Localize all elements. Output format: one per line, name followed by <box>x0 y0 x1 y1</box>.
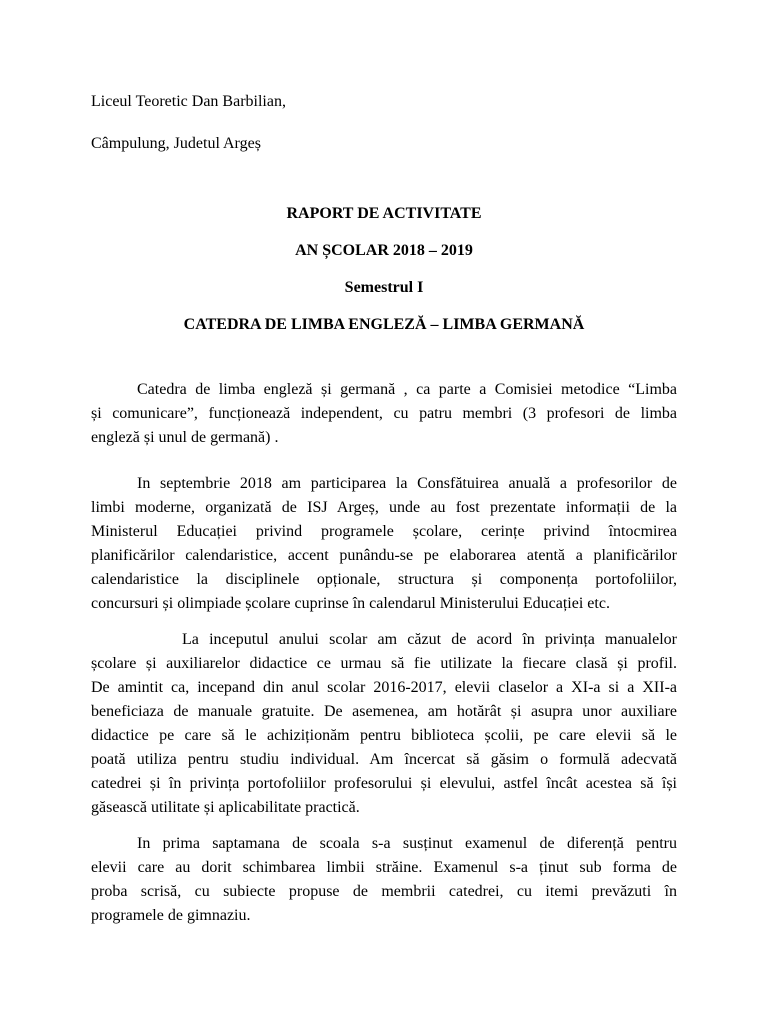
paragraph-line: La inceputul anului scolar am căzut de acord în privința manualelor <box>182 631 677 648</box>
paragraph-line: engleză și unul de germană) . <box>91 429 279 446</box>
paragraph-line: In septembrie 2018 am participarea la Consfătuirea anuală a profesorilor de <box>137 475 677 492</box>
paragraph-line: concursuri și olimpiade școlare cuprinse în calendarul Ministerului Educației etc. <box>91 595 610 612</box>
paragraph-line: limbi moderne, organizată de ISJ Argeș, unde au fost prezentate informații de la <box>91 499 677 516</box>
paragraph-line: găsească utilitate și aplicabilitate practică. <box>91 799 360 816</box>
semester-title: Semestrul I <box>344 279 424 296</box>
paragraph-line: planificărilor calendaristice, accent punându-se pe elaborarea atentă a planificărilor <box>91 547 677 564</box>
paragraph-line: programele de gimnaziu. <box>91 907 251 924</box>
paragraph-line: didactice pe care să le achiziționăm pentru biblioteca școlii, pe care elevii să le <box>91 727 677 744</box>
paragraph-1 <box>91 378 677 450</box>
paragraph-line: catedrei și în privința portofoliilor profesorului și elevului, astfel încât acestea să își <box>91 775 677 792</box>
paragraph-line: In prima saptamana de scoala s-a susținut examenul de diferență pentru <box>137 835 677 852</box>
school-location: Câmpulung, Judetul Argeș <box>91 135 261 152</box>
paragraph-line: școlare și auxiliarelor didactice ce urmau să fie utilizate la fiecare clasă și profil. <box>91 655 677 672</box>
paragraph-line: proba scrisă, cu subiecte propuse de membrii catedrei, cu itemi prevăzuti în <box>91 883 677 900</box>
paragraph-line: Catedra de limba engleză și germană , ca parte a Comisiei metodice “Limba <box>137 381 677 398</box>
paragraph-line: poată utiliza pentru studiu individual. Am încercat să găsim o formulă adecvată <box>91 751 677 768</box>
paragraph-line: De amintit ca, incepand din anul scolar 2016-2017, elevii claselor a XI-a si a XII-a <box>91 679 677 696</box>
paragraph-3 <box>91 628 677 820</box>
paragraph-line: beneficiaza de manuale gratuite. De asemenea, am hotărât și asupra unor auxiliare <box>91 703 677 720</box>
paragraph-4 <box>91 832 677 928</box>
department-title: CATEDRA DE LIMBA ENGLEZĂ – LIMBA GERMANĂ <box>183 316 585 333</box>
paragraph-line: Ministerul Educației privind programele școlare, cerințe privind întocmirea <box>91 523 677 540</box>
school-year-title: AN ȘCOLAR 2018 – 2019 <box>295 242 473 259</box>
paragraph-2 <box>91 472 677 616</box>
paragraph-line: și comunicare”, funcționează independent, cu patru membri (3 profesori de limba <box>91 405 677 422</box>
report-title: RAPORT DE ACTIVITATE <box>286 205 482 222</box>
paragraph-line: calendaristice la disciplinele opționale, structura și componența portofoliilor, <box>91 571 677 588</box>
school-name: Liceul Teoretic Dan Barbilian, <box>91 93 286 110</box>
paragraph-line: elevii care au dorit schimbarea limbii străine. Examenul s-a ținut sub forma de <box>91 859 677 876</box>
